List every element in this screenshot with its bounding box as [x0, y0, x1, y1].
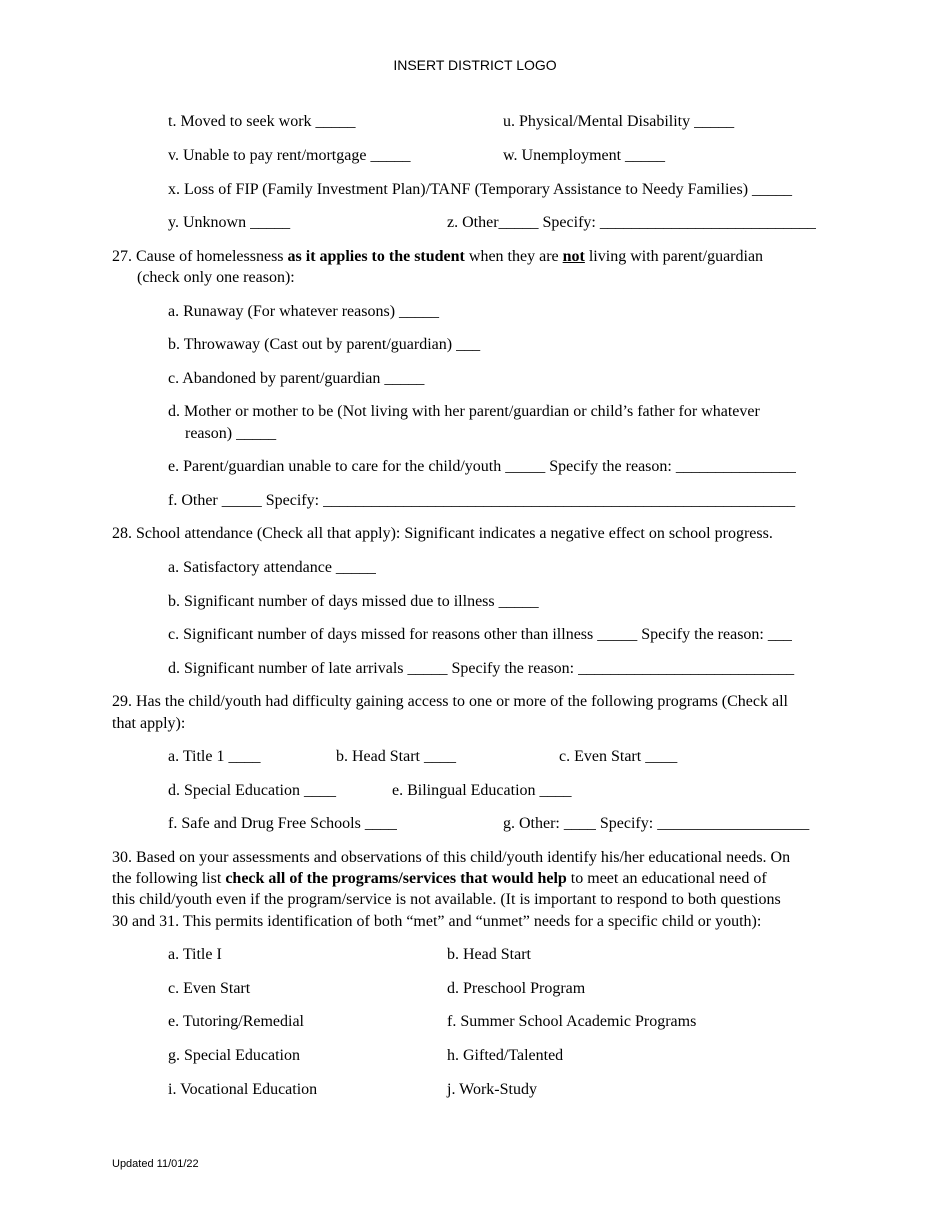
q27-item-d-cont: reason) _____	[185, 425, 277, 442]
question-27-line2: (check only one reason):	[137, 269, 295, 286]
question-29-title: 29. Has the child/youth had difficulty gaining access to one or more of the following programs (Check all	[112, 693, 788, 710]
q27-suffix: living with parent/guardian	[584, 248, 764, 265]
q30-item-a: a. Title I	[168, 946, 222, 963]
q30-line2-pre: the following list	[112, 870, 226, 887]
q30-line2-bold: check all of the programs/services that would help	[225, 870, 567, 887]
q30-item-i: i. Vocational Education	[168, 1081, 318, 1098]
district-logo-placeholder: INSERT DISTRICT LOGO	[393, 57, 557, 73]
question-30-line3: this child/youth even if the program/service is not available. (It is important to respond to both questions	[112, 891, 781, 908]
q30-item-b: b. Head Start	[447, 946, 531, 963]
q27-item-a: a. Runaway (For whatever reasons) _____	[168, 303, 440, 320]
item-x-loss-of-fip: x. Loss of FIP (Family Investment Plan)/TANF (Temporary Assistance to Needy Families) _____	[168, 181, 793, 198]
question-30-title: 30. Based on your assessments and observations of this child/youth identify his/her educational needs. On	[112, 849, 791, 866]
updated-date: Updated 11/01/22	[112, 1158, 199, 1170]
q27-item-c: c. Abandoned by parent/guardian _____	[168, 370, 425, 387]
q29-item-a: a. Title 1 ____	[168, 748, 261, 765]
item-w-unemployment: w. Unemployment _____	[503, 147, 666, 164]
q28-item-c: c. Significant number of days missed for reasons other than illness _____ Specify the reason: ___	[168, 626, 792, 643]
q30-item-h: h. Gifted/Talented	[447, 1047, 564, 1064]
q28-item-a: a. Satisfactory attendance _____	[168, 559, 376, 576]
item-z-other: z. Other_____ Specify: ___________________________	[447, 214, 816, 231]
q28-item-b: b. Significant number of days missed due to illness _____	[168, 593, 539, 610]
item-v-unable-to-pay-rent: v. Unable to pay rent/mortgage _____	[168, 147, 411, 164]
question-27-title	[112, 246, 763, 268]
q27-not-word: not	[562, 248, 585, 265]
q27-bold: as it applies to the student	[287, 248, 465, 265]
question-29-line2: that apply):	[112, 715, 186, 732]
q29-item-f: f. Safe and Drug Free Schools ____	[168, 815, 397, 832]
q29-item-c: c. Even Start ____	[559, 748, 678, 765]
q29-item-g: g. Other: ____ Specify: ___________________	[503, 815, 810, 832]
q27-item-d: d. Mother or mother to be (Not living with her parent/guardian or child’s father for whatever	[168, 403, 760, 420]
q27-item-e: e. Parent/guardian unable to care for the child/youth _____ Specify the reason: _______________	[168, 458, 796, 475]
item-t-moved-to-seek-work: t. Moved to seek work _____	[168, 113, 356, 130]
question-28-title: 28. School attendance (Check all that apply): Significant indicates a negative effect on school progress.	[112, 525, 773, 542]
q30-line2-post: to meet an educational need of	[566, 870, 767, 887]
q27-prefix: 27. Cause of homelessness	[112, 248, 288, 265]
q30-item-c: c. Even Start	[168, 980, 251, 997]
item-u-physical-mental-disability: u. Physical/Mental Disability _____	[503, 113, 735, 130]
q30-item-e: e. Tutoring/Remedial	[168, 1013, 304, 1030]
q27-item-f: f. Other _____ Specify: ___________________________________________________________	[168, 492, 796, 509]
q27-middle: when they are	[464, 248, 563, 265]
q30-item-d: d. Preschool Program	[447, 980, 586, 997]
q30-item-j: j. Work-Study	[447, 1081, 537, 1098]
q30-item-g: g. Special Education	[168, 1047, 300, 1064]
q30-item-f: f. Summer School Academic Programs	[447, 1013, 697, 1030]
q29-item-e: e. Bilingual Education ____	[392, 782, 572, 799]
q29-item-d: d. Special Education ____	[168, 782, 336, 799]
q27-item-b: b. Throwaway (Cast out by parent/guardian) ___	[168, 336, 481, 353]
q29-item-b: b. Head Start ____	[336, 748, 456, 765]
question-30-line4: 30 and 31. This permits identification of both “met” and “unmet” needs for a specific child or youth):	[112, 913, 762, 930]
q28-item-d: d. Significant number of late arrivals _____ Specify the reason: ___________________________	[168, 660, 795, 677]
item-y-unknown: y. Unknown _____	[168, 214, 291, 231]
question-30-line2	[112, 868, 767, 890]
